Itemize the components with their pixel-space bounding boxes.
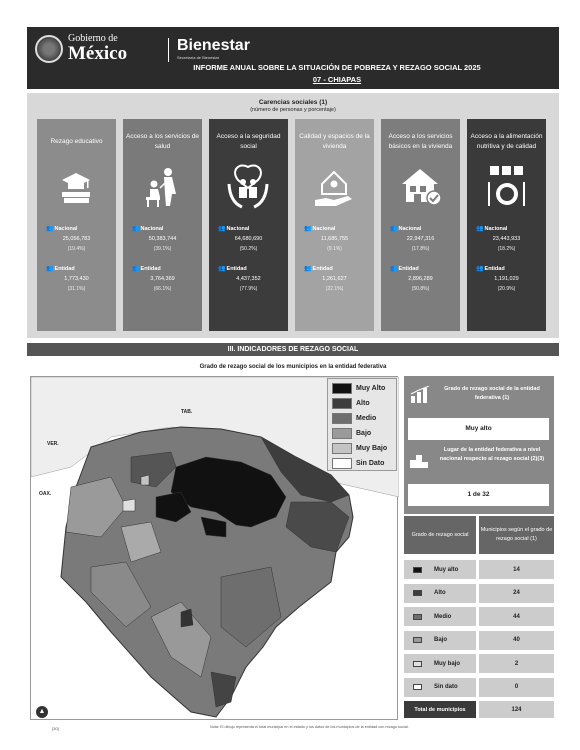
row-swatch <box>413 567 422 573</box>
row-swatch <box>413 614 422 620</box>
table-row-label <box>404 607 476 626</box>
legend-label: Sin Dato <box>356 460 385 467</box>
carencia-title: Acceso a los servicios básicos en la vivienda <box>388 133 453 150</box>
table-row-value: 2 <box>479 654 554 673</box>
entidad-label-text: Entidad <box>484 266 505 272</box>
carencia-card <box>467 119 546 331</box>
nacional-label-text: Nacional <box>484 226 508 232</box>
nacional-label-text: Nacional <box>54 226 78 232</box>
footnote: Nota: El dibujo representa el total municipal en el estado y los datos de los municipios de la entidad con rezago social. <box>210 725 409 729</box>
entidad-label-text: Entidad <box>398 266 419 272</box>
entidad-label-text: Entidad <box>140 266 161 272</box>
carencia-card <box>209 119 288 331</box>
row-label-text: Medio <box>434 613 452 620</box>
total-value: 124 <box>479 701 554 718</box>
health-care-icon <box>140 164 185 209</box>
nacional-label-text: Nacional <box>140 226 164 232</box>
nacional-label <box>304 225 335 232</box>
row-label-text: Bajo <box>434 637 448 643</box>
legend-label: Medio <box>356 415 377 422</box>
legend-item <box>332 458 384 469</box>
people-icon: 👥 <box>46 226 54 232</box>
legend-label: Muy Alto <box>356 385 386 392</box>
map-legend <box>327 378 397 471</box>
carencias-subtitle: (número de personas y porcentaje) <box>250 107 336 113</box>
gob-big-text: México <box>68 43 128 64</box>
ver-label: VER. <box>47 441 59 447</box>
legend-swatch <box>332 413 352 424</box>
nacional-label <box>218 225 249 232</box>
nacional-percent: (50.2%) <box>239 246 258 252</box>
family-protection-icon <box>226 164 271 209</box>
people-icon: 👥 <box>218 226 226 232</box>
nacional-value: 50,383,744 <box>148 236 177 242</box>
table-row-value: 44 <box>479 607 554 626</box>
people-icon: 👥 <box>218 266 226 272</box>
nacional-percent: (9.1%) <box>327 246 342 252</box>
legend-swatch <box>332 428 352 439</box>
nacional-value: 64,680,690 <box>234 236 263 242</box>
legend-label: Bajo <box>356 430 372 437</box>
legend-item <box>332 413 376 424</box>
entidad-percent: (50.8%) <box>411 286 430 292</box>
lugar-title: Lugar de la entidad federativa a nivel nacional respecto al rezago social (2)(3) <box>439 447 545 462</box>
entidad-percent: (31.1%) <box>67 286 86 292</box>
entidad-value: 3,764,369 <box>150 276 175 282</box>
entidad-label <box>218 265 247 272</box>
nacional-value: 22,947,316 <box>406 236 435 242</box>
nacional-label <box>476 225 507 232</box>
entidad-value: 1,773,430 <box>64 276 89 282</box>
table-row-value: 24 <box>479 584 554 603</box>
carencia-card <box>37 119 116 331</box>
people-icon: 👥 <box>390 226 398 232</box>
house-check-icon <box>398 164 443 209</box>
logo-divider <box>168 38 169 62</box>
entidad-label <box>390 265 419 272</box>
nacional-value: 25,056,783 <box>62 236 91 242</box>
entidad-value: 2,896,289 <box>408 276 433 282</box>
people-icon: 👥 <box>390 266 398 272</box>
grado-value: Muy alto <box>408 418 549 440</box>
legend-swatch <box>332 458 352 469</box>
lugar-value: 1 de 32 <box>408 484 549 506</box>
podium-icon <box>410 452 428 468</box>
food-plate-icon <box>484 164 529 209</box>
page-number: [30] <box>52 726 59 731</box>
gobierno-logo <box>35 34 127 63</box>
col-header-municipios: Municipios según el grado de rezago social (1) <box>479 516 554 554</box>
row-swatch <box>413 684 422 690</box>
table-row-value: 40 <box>479 631 554 650</box>
house-hand-icon <box>312 164 357 209</box>
lugar-box <box>404 486 554 514</box>
row-swatch <box>413 637 422 643</box>
brand-sub: Secretaría de Bienestar <box>177 55 220 60</box>
nacional-label <box>132 225 163 232</box>
carencia-card <box>123 119 202 331</box>
bar-chart-icon <box>410 386 432 404</box>
legend-label: Muy Bajo <box>356 445 388 452</box>
nacional-label <box>46 225 77 232</box>
entidad-percent: (22.1%) <box>325 286 344 292</box>
carencia-title: Acceso a la seguridad social <box>216 133 281 150</box>
carencia-title: Acceso a la alimentación nutritiva y de calidad <box>470 133 543 150</box>
national-seal-icon <box>35 35 63 63</box>
nacional-value: 23,443,933 <box>492 236 521 242</box>
grado-title: Grado de rezago social de la entidad federativa (1) <box>444 386 540 401</box>
entidad-label <box>46 265 75 272</box>
north-arrow-icon: ▲ <box>36 706 48 718</box>
graduation-books-icon <box>54 164 99 209</box>
nacional-label <box>390 225 421 232</box>
legend-swatch <box>332 443 352 454</box>
nacional-percent: (18.2%) <box>497 246 516 252</box>
oax-label: OAX. <box>39 491 52 497</box>
legend-swatch <box>332 383 352 394</box>
people-icon: 👥 <box>132 226 140 232</box>
tab-label: TAB. <box>181 409 193 415</box>
people-icon: 👥 <box>476 226 484 232</box>
gob-small-text: Gobierno de <box>68 33 118 44</box>
people-icon: 👥 <box>46 266 54 272</box>
entidad-label-text: Entidad <box>226 266 247 272</box>
row-label-text: Muy alto <box>434 566 459 573</box>
carencia-card <box>381 119 460 331</box>
nacional-percent: (39.1%) <box>153 246 172 252</box>
carencias-title: Carencias sociales (1) <box>258 99 328 106</box>
summary-box <box>404 376 554 486</box>
entidad-label-text: Entidad <box>54 266 75 272</box>
col-header-grado: Grado de rezago social <box>404 516 476 554</box>
state-subtitle: 07 - CHIAPAS <box>312 75 362 84</box>
carencia-title: Acceso a los servicios de salud <box>126 133 199 150</box>
report-header <box>27 27 559 89</box>
entidad-percent: (20.9%) <box>497 286 516 292</box>
total-label: Total de municipios <box>404 701 476 718</box>
entidad-value: 1,191,029 <box>494 276 519 282</box>
row-label-text: Muy bajo <box>434 660 461 667</box>
entidad-value: 1,261,627 <box>322 276 347 282</box>
row-swatch <box>413 661 422 667</box>
entidad-label-text: Entidad <box>312 266 333 272</box>
entidad-label <box>132 265 161 272</box>
legend-item <box>332 443 387 454</box>
section-title: III. INDICADORES DE REZAGO SOCIAL <box>27 343 559 356</box>
table-row-label <box>404 560 476 579</box>
people-icon: 👥 <box>304 226 312 232</box>
table-row-label <box>404 678 476 697</box>
table-row-label <box>404 631 476 650</box>
map-title: Grado de rezago social de los municipios en la entidad federativa <box>199 364 387 370</box>
nacional-label-text: Nacional <box>226 226 250 232</box>
entidad-value: 4,437,352 <box>236 276 261 282</box>
entidad-percent: (66.1%) <box>153 286 172 292</box>
table-row-label <box>404 584 476 603</box>
table-row-value: 14 <box>479 560 554 579</box>
entidad-label <box>476 265 505 272</box>
entidad-label <box>304 265 333 272</box>
legend-label: Alto <box>356 400 370 407</box>
carencia-card <box>295 119 374 331</box>
table-row-label <box>404 654 476 673</box>
people-icon: 👥 <box>304 266 312 272</box>
people-icon: 👥 <box>132 266 140 272</box>
brand-name: Bienestar <box>177 37 250 54</box>
nacional-label-text: Nacional <box>398 226 422 232</box>
legend-item <box>332 398 370 409</box>
carencias-panel <box>27 93 559 338</box>
report-title: INFORME ANUAL SOBRE LA SITUACIÓN DE POBREZA Y REZAGO SOCIAL 2025 <box>193 63 481 72</box>
people-icon: 👥 <box>476 266 484 272</box>
entidad-percent: (77.9%) <box>239 286 258 292</box>
nacional-label-text: Nacional <box>312 226 336 232</box>
legend-swatch <box>332 398 352 409</box>
row-label-text: Alto <box>434 590 446 596</box>
carencia-title: Calidad y espacios de la vivienda <box>299 133 370 150</box>
legend-item <box>332 383 385 394</box>
row-label-text: Sin dato <box>434 684 458 690</box>
legend-item <box>332 428 371 439</box>
row-swatch <box>413 590 422 596</box>
nacional-percent: (17.8%) <box>411 246 430 252</box>
nacional-percent: (19.4%) <box>67 246 86 252</box>
nacional-value: 11,685,755 <box>320 236 349 242</box>
carencia-title: Rezago educativo <box>50 138 103 146</box>
table-row-value: 0 <box>479 678 554 697</box>
